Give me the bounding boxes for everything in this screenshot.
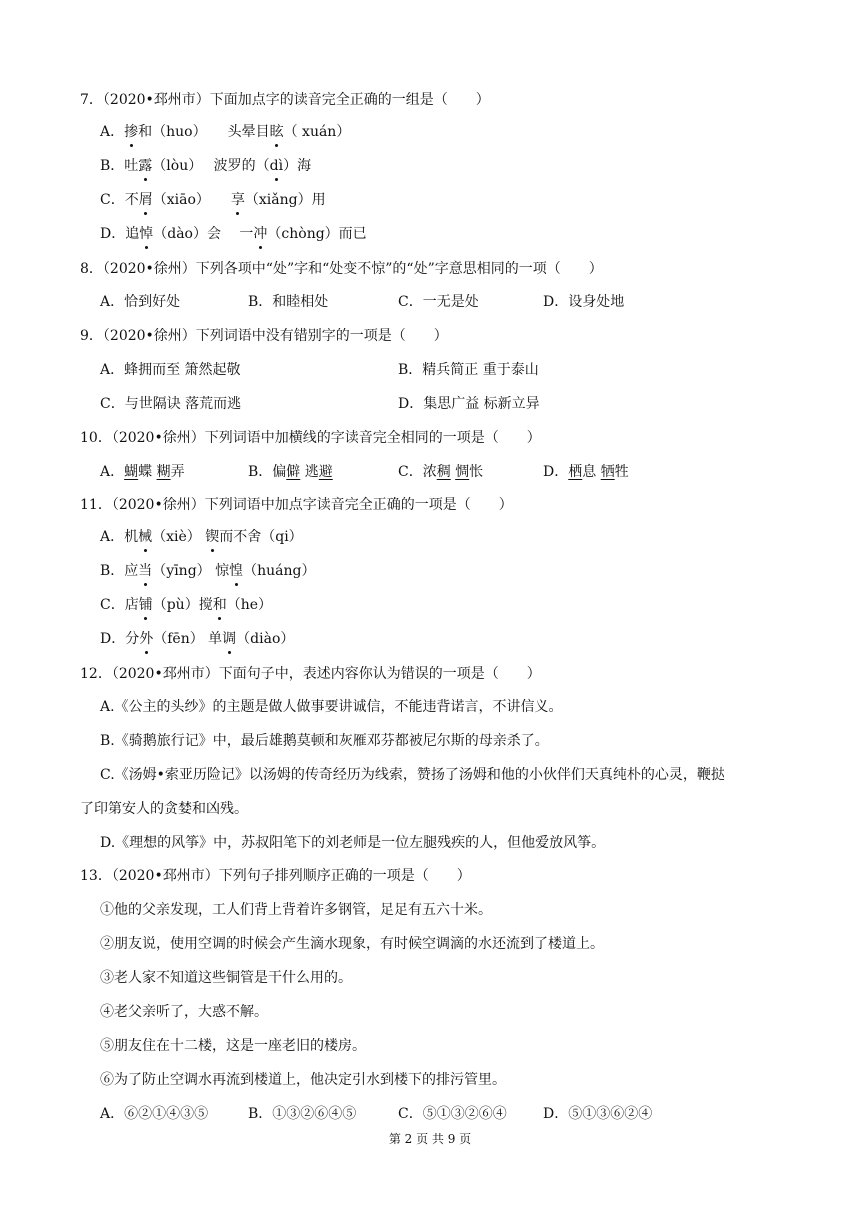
question-13-option-d: D．⑤①③⑥②④ xyxy=(543,1106,653,1122)
question-12-option-c-line2: 了印第安人的贪婪和凶残。 xyxy=(80,801,248,817)
question-9-option-b: B．精兵简正 重于泰山 xyxy=(398,362,539,378)
dotted-char: 和 xyxy=(212,597,227,613)
question-12-stem: 12．（2020•邳州市）下面句子中，表述内容你认为错误的一项是（ ） xyxy=(80,666,541,682)
question-10-option-c: C．浓稠 惆怅 xyxy=(398,464,484,480)
question-12-option-b: B.《骑鹅旅行记》中，最后雄鹅莫顿和灰雁邓芬都被尼尔斯的母亲杀了。 xyxy=(100,733,549,749)
question-12-option-a: A.《公主的头纱》的主题是做人做事要讲诚信，不能违背诺言，不讲信义。 xyxy=(100,699,563,715)
dotted-char: 惶 xyxy=(229,563,244,579)
question-7-option-d: D．追悼（dào）会 一冲（chòng）而已 xyxy=(100,226,367,242)
question-11-option-b: B．应当（yīng） 惊惶（huáng） xyxy=(100,563,316,579)
question-9-option-a: A．蜂拥而至 箫然起敬 xyxy=(100,362,241,378)
underlined-char: 稠 xyxy=(436,464,451,480)
question-12-option-c-line1: C.《汤姆•索亚历险记》以汤姆的传奇经历为线索，赞扬了汤姆和他的小伙伴们天真纯朴的心灵，鞭挞 xyxy=(100,767,725,783)
question-9-stem: 9．（2020•徐州）下列词语中没有错别字的一项是（ ） xyxy=(80,328,448,344)
dotted-char: 冲 xyxy=(253,226,268,242)
question-10-stem: 10．（2020•徐州）下列词语中加横线的字读音完全相同的一项是（ ） xyxy=(80,430,541,446)
page-number-footer: 第 2 页 共 9 页 xyxy=(388,1132,472,1146)
underlined-char: 牺 xyxy=(600,464,615,480)
question-8-option-a: A．恰到好处 xyxy=(100,294,181,310)
dotted-char: 屑 xyxy=(138,192,153,208)
question-11-option-c: C．店铺（pù）搅和（he） xyxy=(100,597,273,613)
question-10-option-d: D．栖息 牺牲 xyxy=(543,464,629,480)
question-11-option-a: A．机械（xiè） 锲而不舍（qi） xyxy=(100,529,303,545)
question-13-sentence-2: ②朋友说，使用空调的时候会产生滴水现象，有时候空调滴的水还流到了楼道上。 xyxy=(100,936,604,952)
question-8-option-b: B．和睦相处 xyxy=(248,294,329,310)
question-9-option-c: C．与世隔诀 落荒而逃 xyxy=(100,396,242,412)
dotted-char: 悼 xyxy=(139,226,154,242)
dotted-char: 露 xyxy=(138,158,153,174)
question-13-sentence-4: ④老父亲听了，大惑不解。 xyxy=(100,1004,268,1020)
dotted-char: 眩 xyxy=(269,124,284,140)
question-11-stem: 11．（2020•徐州）下列词语中加点字读音完全正确的一项是（ ） xyxy=(80,497,513,513)
question-13-option-c: C．⑤①③②⑥④ xyxy=(398,1106,507,1122)
dotted-char: 锲 xyxy=(205,529,220,545)
question-7-option-c: C．不屑（xiāo） 享（xiǎng）用 xyxy=(100,192,326,208)
question-13-stem: 13．（2020•邳州市）下列句子排列顺序正确的一项是（ ） xyxy=(80,868,471,884)
dotted-char: 铺 xyxy=(138,597,153,613)
question-8-option-c: C．一无是处 xyxy=(398,294,479,310)
question-13-option-b: B．①③②⑥④⑤ xyxy=(248,1106,357,1122)
question-13-sentence-1: ①他的父亲发现，工人们背上背着许多钢管，足足有五六十米。 xyxy=(100,902,492,918)
dotted-char: 外 xyxy=(139,631,154,647)
question-12-option-d: D.《理想的风筝》中，苏叔阳笔下的刘老师是一位左腿残疾的人，但他爱放风筝。 xyxy=(100,835,606,851)
dotted-char: 享 xyxy=(230,192,245,208)
dotted-char: dì xyxy=(269,158,284,174)
underlined-char: 僻 xyxy=(286,464,301,480)
question-13-sentence-5: ⑤朋友住在十二楼，这是一座老旧的楼房。 xyxy=(100,1038,366,1054)
underlined-char: 避 xyxy=(318,464,333,480)
question-8-option-d: D．设身处地 xyxy=(543,294,625,310)
underlined-char: 糊 xyxy=(156,464,171,480)
question-10-option-a: A．蝴蝶 糊弄 xyxy=(100,464,185,480)
question-7-stem: 7．（2020•邳州市）下面加点字的读音完全正确的一组是（ ） xyxy=(80,92,490,108)
underlined-char: 惆 xyxy=(455,464,470,480)
dotted-char: 调 xyxy=(222,631,237,647)
underlined-char: 栖 xyxy=(568,464,583,480)
question-7-option-b: B．吐露（lòu） 波罗的（dì）海 xyxy=(100,158,312,174)
question-11-option-d: D．分外（fēn） 单调（diào） xyxy=(100,631,295,647)
question-7-option-a: A．掺和（huo） 头晕目眩（ xuán） xyxy=(100,124,351,140)
question-8-stem: 8．（2020•徐州）下列各项中“处”字和“处变不惊”的“处”字意思相同的一项（ ） xyxy=(80,261,603,277)
question-13-sentence-6: ⑥为了防止空调水再流到楼道上，他决定引水到楼下的排污管里。 xyxy=(100,1072,506,1088)
question-9-option-d: D．集思广益 标新立异 xyxy=(398,396,540,412)
question-13-sentence-3: ③老人家不知道这些铜管是干什么用的。 xyxy=(100,970,352,986)
underlined-char: 蝴 xyxy=(124,464,139,480)
question-13-option-a: A．⑥②①④③⑤ xyxy=(100,1106,209,1122)
dotted-char: 械 xyxy=(138,529,153,545)
dotted-char: 掺 xyxy=(124,124,139,140)
dotted-char: 当 xyxy=(138,563,153,579)
question-10-option-b: B．偏僻 逃避 xyxy=(248,464,333,480)
